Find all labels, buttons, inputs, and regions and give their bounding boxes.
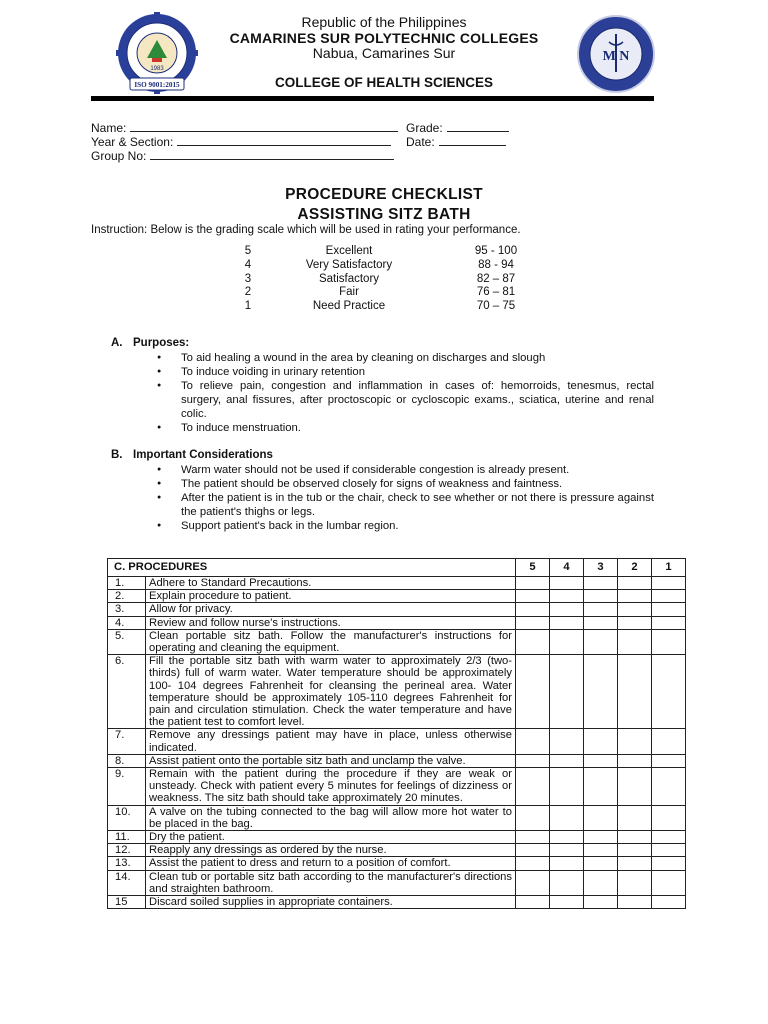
scale-row bbox=[230, 259, 560, 273]
score-cell-4[interactable] bbox=[550, 616, 584, 629]
step-number: 3. bbox=[108, 603, 146, 616]
score-cell-5[interactable] bbox=[516, 729, 550, 754]
step-text: Remain with the patient during the procedure if they are weak or unsteady. Check with patient every 5 minutes for feelings of dizziness or weakness. The sitz bath should take approximately 20 minutes. bbox=[146, 768, 516, 806]
table-row bbox=[108, 831, 686, 844]
score-cell-2[interactable] bbox=[618, 844, 652, 857]
procedure-title: ASSISTING SITZ BATH bbox=[297, 206, 471, 223]
step-text: Adhere to Standard Precautions. bbox=[146, 577, 516, 590]
score-cell-3[interactable] bbox=[584, 805, 618, 830]
scale-range: 70 – 75 bbox=[476, 300, 516, 313]
table-row bbox=[108, 655, 686, 729]
score-cell-3[interactable] bbox=[584, 754, 618, 767]
school-location: Nabua, Camarines Sur bbox=[312, 45, 456, 61]
score-cell-4[interactable] bbox=[550, 577, 584, 590]
college-name: COLLEGE OF HEALTH SCIENCES bbox=[274, 75, 493, 90]
score-cell-2[interactable] bbox=[618, 603, 652, 616]
step-text: A valve on the tubing connected to the bag will allow more hot water to be placed in the bag. bbox=[146, 805, 516, 830]
purposes-heading bbox=[111, 337, 189, 349]
step-number: 1. bbox=[108, 577, 146, 590]
score-cell-1[interactable] bbox=[652, 616, 686, 629]
section-title: Purposes: bbox=[133, 337, 190, 349]
step-number: 4. bbox=[108, 616, 146, 629]
score-cell-1[interactable] bbox=[652, 870, 686, 895]
score-cell-5[interactable] bbox=[516, 857, 550, 870]
score-cell-5[interactable] bbox=[516, 870, 550, 895]
republic-line: Republic of the Philippines bbox=[301, 14, 467, 30]
score-cell-2[interactable] bbox=[618, 896, 652, 909]
score-cell-1[interactable] bbox=[652, 831, 686, 844]
score-cell-3[interactable] bbox=[584, 831, 618, 844]
score-header: 5 bbox=[516, 559, 550, 577]
name-label: Name: bbox=[91, 121, 127, 135]
procedures-heading: C. PROCEDURES bbox=[108, 559, 516, 577]
logo-iso-label: ISO 9001:2015 bbox=[134, 81, 180, 89]
scale-label: Need Practice bbox=[312, 300, 386, 313]
score-cell-1[interactable] bbox=[652, 590, 686, 603]
step-number: 13. bbox=[108, 857, 146, 870]
score-cell-2[interactable] bbox=[618, 590, 652, 603]
score-cell-5[interactable] bbox=[516, 844, 550, 857]
grade-blank[interactable] bbox=[447, 120, 509, 132]
step-text: Dry the patient. bbox=[146, 831, 516, 844]
score-cell-4[interactable] bbox=[550, 844, 584, 857]
score-cell-4[interactable] bbox=[550, 896, 584, 909]
score-cell-4[interactable] bbox=[550, 629, 584, 654]
score-cell-1[interactable] bbox=[652, 655, 686, 729]
scale-label: Fair bbox=[339, 286, 359, 299]
section-letter: B. bbox=[111, 449, 123, 461]
score-cell-5[interactable] bbox=[516, 655, 550, 729]
list-item: ● Warm water should not be used if considerable congestion is already present. bbox=[157, 463, 654, 477]
score-cell-2[interactable] bbox=[618, 831, 652, 844]
score-cell-3[interactable] bbox=[584, 857, 618, 870]
score-cell-1[interactable] bbox=[652, 857, 686, 870]
score-cell-5[interactable] bbox=[516, 831, 550, 844]
score-cell-4[interactable] bbox=[550, 729, 584, 754]
scale-label: Satisfactory bbox=[318, 272, 380, 285]
score-cell-3[interactable] bbox=[584, 616, 618, 629]
scale-label: Very Satisfactory bbox=[305, 258, 393, 271]
score-cell-4[interactable] bbox=[550, 590, 584, 603]
name-field[interactable] bbox=[91, 120, 398, 135]
step-text: Clean tub or portable sitz bath according to the manufacturer's directions and straighten bathroom. bbox=[146, 870, 516, 895]
list-item: ● To induce menstruation. bbox=[157, 421, 654, 435]
score-cell-4[interactable] bbox=[550, 754, 584, 767]
score-cell-5[interactable] bbox=[516, 616, 550, 629]
considerations-heading bbox=[111, 449, 273, 461]
scale-row bbox=[230, 245, 560, 259]
date-blank[interactable] bbox=[439, 134, 506, 146]
step-text: Fill the portable sitz bath with warm water to approximately 2/3 (two-thirds) full of warm water. Water temperature should be approximately 100- 104 degrees Fahrenheit for cleansing the perineal area. Water temperature should be approximately 105-110 degrees Fahrenheit for pain and circulation stimulation. Check the water temperature and have the patient test to comfort level. bbox=[146, 655, 516, 729]
step-number: 7. bbox=[108, 729, 146, 754]
step-number: 10. bbox=[108, 805, 146, 830]
score-cell-5[interactable] bbox=[516, 577, 550, 590]
score-cell-1[interactable] bbox=[652, 754, 686, 767]
date-label: Date: bbox=[406, 135, 435, 149]
score-cell-3[interactable] bbox=[584, 768, 618, 806]
step-text: Remove any dressings patient may have in place, unless otherwise indicated. bbox=[146, 729, 516, 754]
step-text: Allow for privacy. bbox=[146, 603, 516, 616]
score-cell-4[interactable] bbox=[550, 805, 584, 830]
score-cell-4[interactable] bbox=[550, 768, 584, 806]
list-item: ● To aid healing a wound in the area by cleaning on discharges and slough bbox=[157, 351, 654, 365]
step-text: Assist patient onto the portable sitz bath and unclamp the valve. bbox=[146, 754, 516, 767]
list-item: ● The patient should be observed closely for signs of weakness and faintness. bbox=[157, 477, 654, 491]
score-cell-2[interactable] bbox=[618, 857, 652, 870]
table-row bbox=[108, 729, 686, 754]
step-number: 5. bbox=[108, 629, 146, 654]
group-field[interactable] bbox=[91, 148, 394, 163]
score-cell-4[interactable] bbox=[550, 870, 584, 895]
table-row bbox=[108, 896, 686, 909]
score-cell-4[interactable] bbox=[550, 857, 584, 870]
table-row bbox=[108, 870, 686, 895]
scale-score: 2 bbox=[244, 286, 252, 299]
step-text: Clean portable sitz bath. Follow the manufacturer's instructions for operating and cleaning the equipment. bbox=[146, 629, 516, 654]
procedures-table bbox=[107, 558, 686, 909]
score-cell-1[interactable] bbox=[652, 729, 686, 754]
score-cell-5[interactable] bbox=[516, 754, 550, 767]
step-number: 11. bbox=[108, 831, 146, 844]
list-item: ● Support patient's back in the lumbar region. bbox=[157, 519, 654, 533]
table-row bbox=[108, 590, 686, 603]
score-cell-2[interactable] bbox=[618, 629, 652, 654]
date-field[interactable] bbox=[406, 134, 506, 149]
step-number: 9. bbox=[108, 768, 146, 806]
score-cell-3[interactable] bbox=[584, 629, 618, 654]
table-row bbox=[108, 768, 686, 806]
score-cell-3[interactable] bbox=[584, 844, 618, 857]
score-cell-1[interactable] bbox=[652, 896, 686, 909]
score-cell-4[interactable] bbox=[550, 655, 584, 729]
score-cell-3[interactable] bbox=[584, 896, 618, 909]
table-row bbox=[108, 616, 686, 629]
score-header: 4 bbox=[550, 559, 584, 577]
step-text: Assist the patient to dress and return to a position of comfort. bbox=[146, 857, 516, 870]
grade-label: Grade: bbox=[406, 121, 443, 135]
score-cell-2[interactable] bbox=[618, 768, 652, 806]
step-text: Discard soiled supplies in appropriate containers. bbox=[146, 896, 516, 909]
score-cell-1[interactable] bbox=[652, 805, 686, 830]
table-row bbox=[108, 857, 686, 870]
grading-scale bbox=[230, 245, 560, 314]
group-blank[interactable] bbox=[150, 148, 394, 160]
score-cell-3[interactable] bbox=[584, 577, 618, 590]
score-cell-2[interactable] bbox=[618, 655, 652, 729]
scale-range: 95 - 100 bbox=[474, 245, 518, 257]
table-row bbox=[108, 844, 686, 857]
score-cell-3[interactable] bbox=[584, 590, 618, 603]
score-header: 3 bbox=[584, 559, 618, 577]
step-number: 6. bbox=[108, 655, 146, 729]
score-cell-5[interactable] bbox=[516, 603, 550, 616]
step-text: Reapply any dressings as ordered by the nurse. bbox=[146, 844, 516, 857]
score-cell-5[interactable] bbox=[516, 896, 550, 909]
instruction-text: Instruction: Below is the grading scale which will be used in rating your performance. bbox=[91, 224, 521, 236]
score-cell-3[interactable] bbox=[584, 729, 618, 754]
list-item: ● After the patient is in the tub or the chair, check to see whether or not there is pressure against the patient's thighs or legs. bbox=[157, 491, 654, 519]
score-cell-1[interactable] bbox=[652, 629, 686, 654]
score-cell-5[interactable] bbox=[516, 768, 550, 806]
checklist-title: PROCEDURE CHECKLIST bbox=[285, 186, 483, 203]
score-cell-1[interactable] bbox=[652, 768, 686, 806]
scale-label: Excellent bbox=[325, 245, 373, 257]
scale-row bbox=[230, 273, 560, 287]
section-letter: A. bbox=[111, 337, 123, 349]
logo-year: 1983 bbox=[150, 66, 164, 72]
score-header: 1 bbox=[652, 559, 686, 577]
name-blank[interactable] bbox=[130, 120, 398, 132]
step-text: Review and follow nurse's instructions. bbox=[146, 616, 516, 629]
score-cell-3[interactable] bbox=[584, 870, 618, 895]
score-cell-5[interactable] bbox=[516, 590, 550, 603]
score-header: 2 bbox=[618, 559, 652, 577]
score-cell-2[interactable] bbox=[618, 577, 652, 590]
year-section-field[interactable] bbox=[91, 134, 391, 149]
table-row bbox=[108, 805, 686, 830]
list-item: ● To relieve pain, congestion and inflammation in cases of: hemorroids, tenesmus, rectal surgery, anal fissures, after proctoscopic or cycloscopic exams., sciatica, uterine and renal colic. bbox=[157, 379, 654, 421]
score-cell-4[interactable] bbox=[550, 831, 584, 844]
table-row bbox=[108, 754, 686, 767]
list-item: ● To induce voiding in urinary retention bbox=[157, 365, 654, 379]
table-row bbox=[108, 577, 686, 590]
score-cell-2[interactable] bbox=[618, 754, 652, 767]
table-row bbox=[108, 603, 686, 616]
score-cell-2[interactable] bbox=[618, 729, 652, 754]
considerations-list bbox=[157, 463, 654, 533]
scale-score: 5 bbox=[244, 245, 252, 257]
score-cell-3[interactable] bbox=[584, 655, 618, 729]
scale-range: 82 – 87 bbox=[476, 272, 516, 285]
table-row bbox=[108, 629, 686, 654]
scale-score: 4 bbox=[244, 258, 252, 271]
score-cell-1[interactable] bbox=[652, 577, 686, 590]
score-cell-1[interactable] bbox=[652, 844, 686, 857]
school-name: CAMARINES SUR POLYTECHNIC COLLEGES bbox=[229, 30, 539, 46]
score-cell-3[interactable] bbox=[584, 603, 618, 616]
step-text: Explain procedure to patient. bbox=[146, 590, 516, 603]
score-cell-2[interactable] bbox=[618, 805, 652, 830]
score-cell-2[interactable] bbox=[618, 616, 652, 629]
scale-row bbox=[230, 286, 560, 300]
scale-range: 88 - 94 bbox=[478, 258, 514, 271]
score-cell-2[interactable] bbox=[618, 870, 652, 895]
score-cell-4[interactable] bbox=[550, 603, 584, 616]
procedures-body bbox=[108, 577, 686, 909]
purposes-list bbox=[157, 351, 654, 435]
group-label: Group No: bbox=[91, 149, 147, 163]
scale-score: 3 bbox=[244, 272, 252, 285]
year-section-label: Year & Section: bbox=[91, 135, 174, 149]
table-header-row bbox=[108, 559, 686, 577]
scale-range: 76 – 81 bbox=[476, 286, 516, 299]
score-cell-1[interactable] bbox=[652, 603, 686, 616]
step-number: 14. bbox=[108, 870, 146, 895]
header-divider bbox=[91, 96, 654, 101]
step-number: 2. bbox=[108, 590, 146, 603]
step-number: 12. bbox=[108, 844, 146, 857]
step-number: 15 bbox=[108, 896, 146, 909]
scale-score: 1 bbox=[244, 300, 252, 313]
year-section-blank[interactable] bbox=[177, 134, 391, 146]
section-title: Important Considerations bbox=[133, 449, 273, 461]
step-number: 8. bbox=[108, 754, 146, 767]
logo-letters: M N bbox=[602, 49, 630, 64]
score-cell-5[interactable] bbox=[516, 805, 550, 830]
grade-field[interactable] bbox=[406, 120, 509, 135]
scale-row bbox=[230, 300, 560, 314]
score-cell-5[interactable] bbox=[516, 629, 550, 654]
